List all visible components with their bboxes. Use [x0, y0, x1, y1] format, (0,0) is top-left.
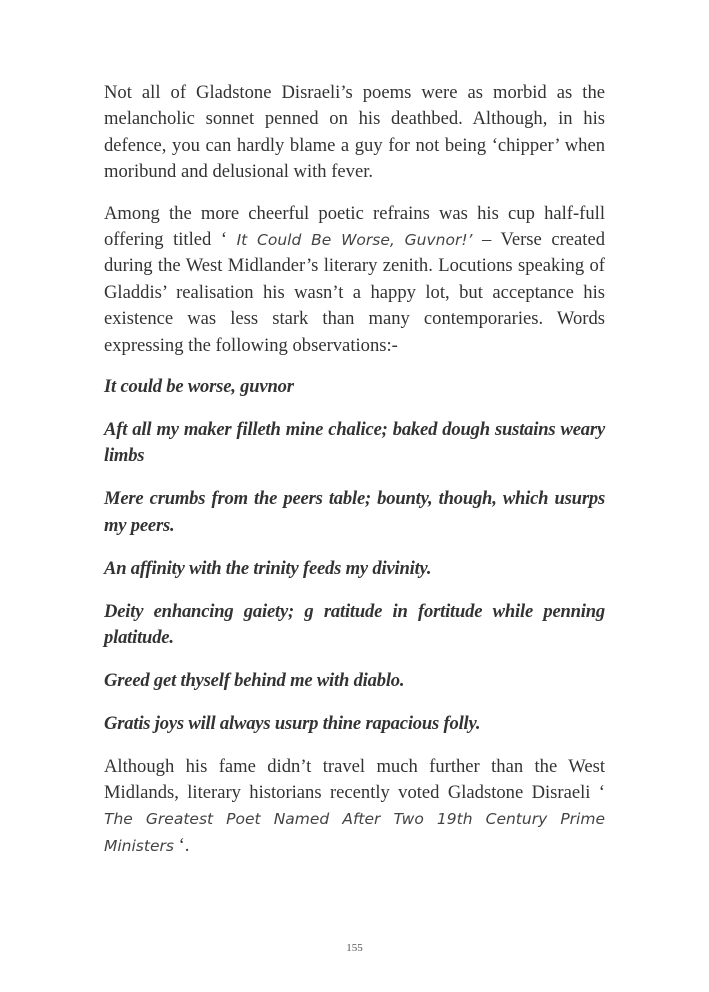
- verse-line-5: Deity enhancing gaiety; g ratitude in fortitude while penning platitude.: [104, 600, 605, 648]
- paragraph-refrains-lead: Among the more cheerful poetic refrains was his cup half-full offering titled ‘: [104, 202, 605, 251]
- verse-line-1: It could be worse, guvnor: [104, 376, 294, 398]
- paragraph-intro: Not all of Gladstone Disraeli’s poems were as morbid as the melancholic sonnet penned on his deathbed. Although, in his defence, you can hardly blame a guy for not being ‘chipper’ when moribund and delusional with fever.: [104, 82, 605, 183]
- page-body: [104, 80, 605, 859]
- paragraph-closing: [104, 754, 605, 860]
- paragraph-refrains: [104, 201, 605, 359]
- verse-line-6: Greed get thyself behind me with diablo.: [104, 669, 405, 691]
- page-number: 155: [346, 942, 363, 954]
- accolade-title: The Greatest Poet Named After Two 19th Century Prime Ministers: [104, 810, 605, 855]
- verse-line-4: An affinity with the trinity feeds my divinity.: [104, 557, 432, 579]
- verse-line-7: Gratis joys will always usurp thine rapacious folly.: [104, 712, 481, 734]
- paragraph-refrains-rest: – Verse created during the West Midlander’s literary zenith. Locutions speaking of Gladdis’ realisation his wasn’t a happy lot, but acceptance his existence was less stark than many contemporaries. Words expressing the following observations:-: [104, 229, 605, 356]
- paragraph-closing-lead: Although his fame didn’t travel much further than the West Midlands, literary historians recently voted Gladstone Disraeli ‘: [104, 755, 605, 804]
- verse-line-3: Mere crumbs from the peers table; bounty, though, which usurps my peers.: [104, 488, 605, 536]
- verse-line-2: Aft all my maker filleth mine chalice; baked dough sustains weary limbs: [104, 418, 605, 467]
- poem-title: It Could Be Worse, Guvnor!’: [236, 231, 473, 250]
- paragraph-closing-end: ‘.: [173, 834, 190, 856]
